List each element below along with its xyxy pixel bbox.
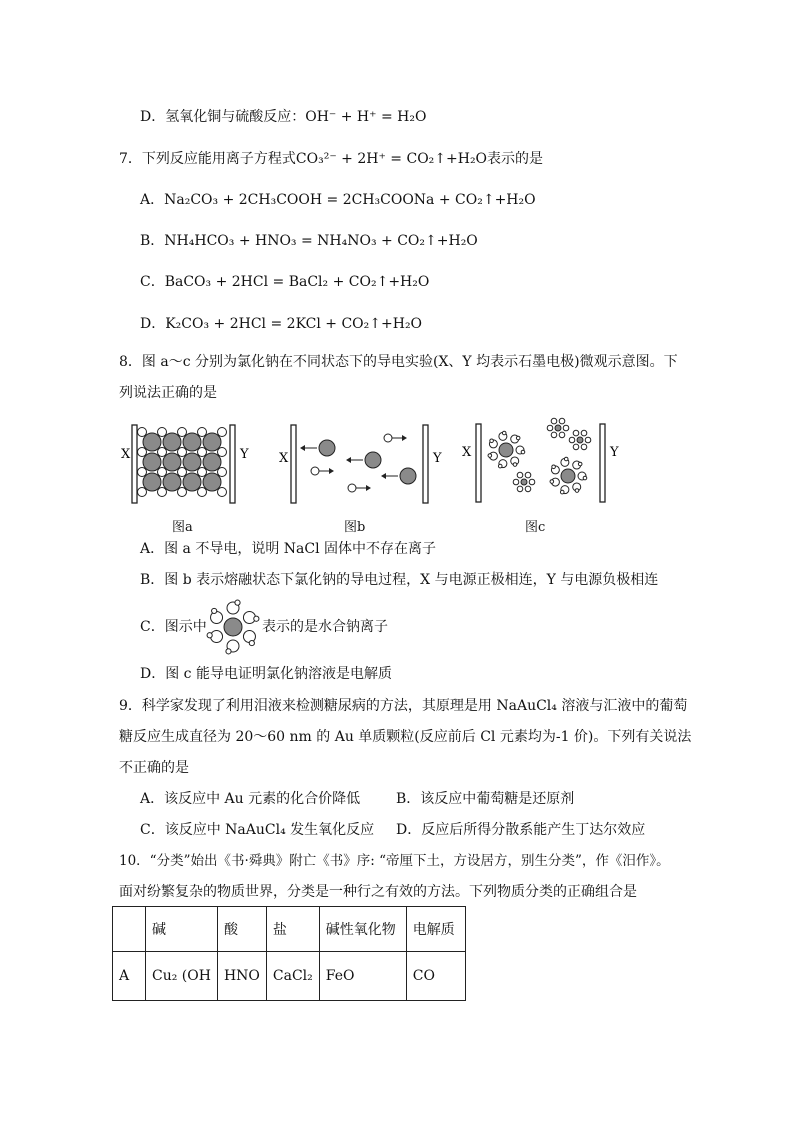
table-row	[113, 952, 466, 1001]
ion-core	[499, 443, 513, 457]
water-hydrogen	[552, 465, 556, 469]
chloride-ion	[381, 468, 416, 484]
electrode-x	[476, 424, 481, 502]
water-molecule	[563, 425, 569, 431]
q7-option-c: C．BaCO₃ + 2HCl = BaCl₂ + CO₂↑+H₂O	[140, 274, 430, 290]
water-molecule	[551, 432, 557, 438]
header-cell: 盐	[266, 907, 319, 952]
water-hydrogen	[498, 464, 502, 468]
water-hydrogen	[212, 608, 217, 613]
sodium-core	[224, 618, 242, 636]
water-hydrogen	[550, 480, 554, 484]
hydrated-ions	[488, 418, 591, 494]
electrode-y	[600, 424, 605, 502]
q9-stem-line3: 不正确的是	[119, 760, 189, 776]
table-cell: FeO	[319, 952, 406, 1001]
water-molecule	[573, 430, 579, 436]
header-cell: 酸	[217, 907, 266, 952]
q9-option-c: C．该反应中 NaAuCl₄ 发生氧化反应	[140, 822, 375, 838]
water-hydrogen	[564, 457, 568, 461]
table-cell: CO	[406, 952, 465, 1001]
water-molecule	[569, 437, 575, 443]
q9-option-a: A．该反应中 Au 元素的化合价降低	[140, 791, 361, 807]
ion-core	[521, 479, 527, 485]
q7-option-a: A．Na₂CO₃ + 2CH₃COOH = 2CH₃COONa + CO₂↑+H₂O	[140, 192, 536, 208]
chloride-ion	[203, 453, 221, 471]
water-molecule	[517, 486, 523, 492]
chloride-ion	[346, 452, 381, 468]
sodium-ion	[178, 488, 187, 497]
row-label: A	[113, 952, 146, 1001]
sodium-ion	[138, 468, 147, 477]
figure-a-caption: 图a	[172, 520, 193, 535]
q9-stem-line2: 糖反应生成直径为 20～60 nm 的 Au 单质颗粒(反应前后 Cl 元素均为-1 价)。下列有关说法	[119, 729, 692, 745]
sodium-ion	[158, 448, 167, 457]
water-hydrogen	[560, 490, 564, 494]
q9-option-b: B．该反应中葡萄糖是还原剂	[396, 791, 575, 807]
header-cell: 碱	[146, 907, 218, 952]
water-hydrogen	[575, 489, 579, 493]
q7-stem: 7．下列反应能用离子方程式CO₃²⁻ + 2H⁺ = CO₂↑+H₂O表示的是	[119, 151, 544, 167]
q9-stem-line1: 9．科学家发现了利用泪液来检测糖尿病的方法，其原理是用 NaAuCl₄ 溶液与汇液中的葡萄	[119, 698, 688, 714]
electrode-y	[230, 425, 235, 503]
q9-option-d: D．反应后所得分散系能产生丁达尔效应	[396, 822, 646, 838]
chloride-ion	[300, 440, 335, 456]
electrode-x	[291, 425, 296, 503]
sodium-ion	[138, 448, 147, 457]
water-molecule	[581, 444, 587, 450]
water-hydrogen	[254, 616, 259, 621]
chloride-ion	[183, 453, 201, 471]
chloride-ion	[143, 453, 161, 471]
water-molecule	[513, 479, 519, 485]
ion-core	[577, 437, 583, 443]
sodium-ion	[198, 448, 207, 457]
electrode-y-label: Y	[610, 445, 619, 460]
sodium-ion	[138, 488, 147, 497]
water-hydrogen	[226, 649, 231, 654]
electrode-y	[423, 425, 428, 503]
table-cell: CaCl₂	[266, 952, 319, 1001]
water-hydrogen	[235, 600, 240, 605]
water-molecule	[551, 418, 557, 424]
chloride-ion	[183, 473, 201, 491]
ion-core	[555, 425, 561, 431]
electrode-x-label: X	[279, 451, 289, 466]
classification-table	[112, 906, 466, 1001]
sodium-ion	[218, 488, 227, 497]
table-cell: HNO	[217, 952, 266, 1001]
table-cell: Cu₂ (OH	[146, 952, 218, 1001]
electrode-x	[132, 425, 137, 503]
q10-stem-line2: 面对纷繁复杂的物质世界，分类是一种行之有效的方法。下列物质分类的正确组合是	[119, 884, 637, 900]
chloride-ion	[163, 473, 181, 491]
sodium-ion	[218, 468, 227, 477]
water-molecule	[573, 444, 579, 450]
figure-c-solution	[458, 408, 628, 513]
sodium-ion	[198, 428, 207, 437]
chloride-ion	[163, 433, 181, 451]
water-hydrogen	[583, 476, 587, 480]
header-cell: 碱性氧化物	[319, 907, 406, 952]
water-molecule	[547, 425, 553, 431]
electrode-y-label: Y	[240, 447, 249, 462]
q8-stem-line1: 8．图 a～c 分别为氯化钠在不同状态下的导电实验(X、Y 均表示石墨电极)微观示意图。下	[119, 354, 678, 370]
water-molecule	[585, 437, 591, 443]
header-cell: 电解质	[406, 907, 465, 952]
water-hydrogen	[516, 436, 520, 440]
chloride-ion	[163, 453, 181, 471]
chloride-ion	[143, 433, 161, 451]
sodium-ion	[198, 468, 207, 477]
q7-option-d: D．K₂CO₃ + 2HCl = 2KCl + CO₂↑+H₂O	[140, 316, 423, 332]
electrode-x-label: X	[462, 445, 472, 460]
chloride-ion	[183, 433, 201, 451]
sodium-ion	[178, 468, 187, 477]
water-hydrogen	[521, 450, 525, 454]
water-molecule	[581, 430, 587, 436]
figure-b-molten	[275, 420, 445, 510]
water-hydrogen	[249, 640, 254, 645]
water-molecule	[525, 472, 531, 478]
chloride-ion	[203, 473, 221, 491]
sodium-ion	[178, 428, 187, 437]
table-header-row	[113, 907, 466, 952]
sodium-ion	[198, 488, 207, 497]
water-hydrogen	[207, 633, 212, 638]
sodium-ion	[158, 428, 167, 437]
sodium-ion	[158, 468, 167, 477]
hydrated-sodium-icon	[203, 596, 263, 658]
figure-b-caption: 图b	[344, 520, 366, 535]
q8-option-c-prefix: C．图示中	[140, 619, 207, 635]
ion-core	[561, 469, 575, 483]
header-cell	[113, 907, 146, 952]
q8-option-a: A．图 a 不导电，说明 NaCl 固体中不存在离子	[140, 541, 437, 557]
water-molecule	[525, 486, 531, 492]
sodium-ion	[218, 448, 227, 457]
figure-a-lattice	[118, 420, 258, 510]
electrode-x-label: X	[121, 447, 131, 462]
q6-option-d: D．氢氧化铜与硫酸反应：OH⁻ + H⁺ = H₂O	[140, 109, 427, 125]
water-molecule	[529, 479, 535, 485]
sodium-ion	[218, 428, 227, 437]
water-hydrogen	[490, 439, 494, 443]
chloride-ion	[203, 433, 221, 451]
nacl-lattice	[138, 428, 227, 497]
sodium-ion	[158, 488, 167, 497]
sodium-ion	[138, 428, 147, 437]
sodium-ion	[311, 467, 334, 475]
electrode-y-label: Y	[433, 451, 442, 466]
sodium-ion	[384, 434, 407, 442]
q10-stem-line1: 10．“分类”始出《书·舜典》附亡《书》序: “帝厘下土，方设居方，别生分类”，作《汨作》。	[119, 853, 670, 869]
water-hydrogen	[578, 462, 582, 466]
q8-stem-line2: 列说法正确的是	[119, 385, 217, 401]
q8-option-b: B．图 b 表示熔融状态下氯化钠的导电过程，X 与电源正极相连，Y 与电源负极相连	[140, 572, 659, 588]
figure-c-caption: 图c	[525, 520, 546, 535]
water-hydrogen	[488, 454, 492, 458]
water-molecule	[517, 472, 523, 478]
water-molecule	[559, 432, 565, 438]
water-molecule	[559, 418, 565, 424]
water-hydrogen	[502, 431, 506, 435]
q8-option-c-suffix: 表示的是水合钠离子	[262, 619, 388, 635]
q7-option-b: B．NH₄HCO₃ + HNO₃ = NH₄NO₃ + CO₂↑+H₂O	[140, 233, 478, 249]
sodium-ion	[178, 448, 187, 457]
q8-option-d: D．图 c 能导电证明氯化钠溶液是电解质	[140, 666, 392, 682]
water-hydrogen	[513, 463, 517, 467]
chloride-ion	[143, 473, 161, 491]
sodium-ion	[348, 484, 371, 492]
